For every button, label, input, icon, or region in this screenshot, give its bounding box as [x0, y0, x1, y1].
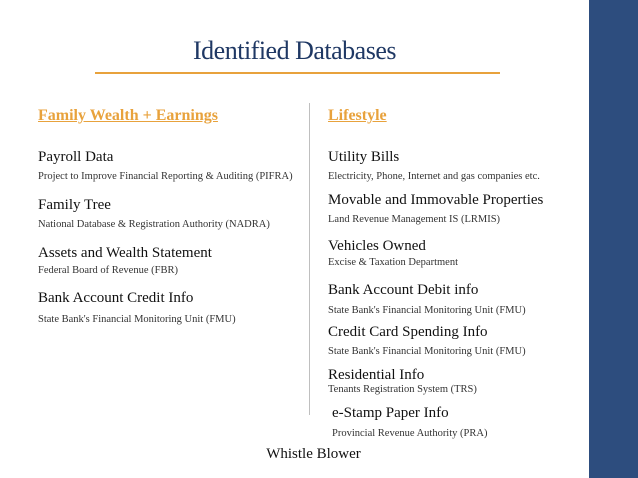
column-divider: [309, 103, 310, 415]
footer-whistle-blower: Whistle Blower: [266, 446, 361, 462]
slide-title: Identified Databases: [193, 36, 396, 65]
entry-source-credit-card: State Bank's Financial Monitoring Unit (FMU): [328, 346, 526, 357]
title-underline: [95, 72, 500, 74]
entry-source-family-tree: National Database & Registration Authority (NADRA): [38, 219, 270, 230]
entry-title-payroll: Payroll Data: [38, 149, 114, 165]
entry-title-bank-credit: Bank Account Credit Info: [38, 290, 194, 306]
side-accent-bar: [589, 0, 638, 478]
entry-title-vehicles: Vehicles Owned: [328, 238, 426, 254]
right-column-heading: Lifestyle: [328, 107, 387, 124]
entry-title-credit-card: Credit Card Spending Info: [328, 324, 488, 340]
entry-source-e-stamp: Provincial Revenue Authority (PRA): [332, 428, 488, 439]
entry-source-utility-bills: Electricity, Phone, Internet and gas companies etc.: [328, 171, 540, 182]
entry-title-properties: Movable and Immovable Properties: [328, 192, 544, 208]
entry-title-residential: Residential Info: [328, 367, 425, 383]
entry-source-residential: Tenants Registration System (TRS): [328, 384, 477, 395]
left-column-heading: Family Wealth + Earnings: [38, 107, 218, 124]
entry-source-payroll: Project to Improve Financial Reporting & Auditing (PIFRA): [38, 171, 293, 182]
entry-title-e-stamp: e-Stamp Paper Info: [332, 405, 449, 421]
entry-title-bank-debit: Bank Account Debit info: [328, 282, 479, 298]
entry-source-bank-credit: State Bank's Financial Monitoring Unit (FMU): [38, 314, 236, 325]
entry-source-vehicles: Excise & Taxation Department: [328, 257, 458, 268]
entry-title-utility-bills: Utility Bills: [328, 149, 400, 165]
entry-title-assets: Assets and Wealth Statement: [38, 245, 212, 261]
entry-title-family-tree: Family Tree: [38, 197, 111, 213]
entry-source-properties: Land Revenue Management IS (LRMIS): [328, 214, 501, 225]
entry-source-bank-debit: State Bank's Financial Monitoring Unit (FMU): [328, 305, 526, 316]
entry-source-assets: Federal Board of Revenue (FBR): [38, 265, 178, 276]
